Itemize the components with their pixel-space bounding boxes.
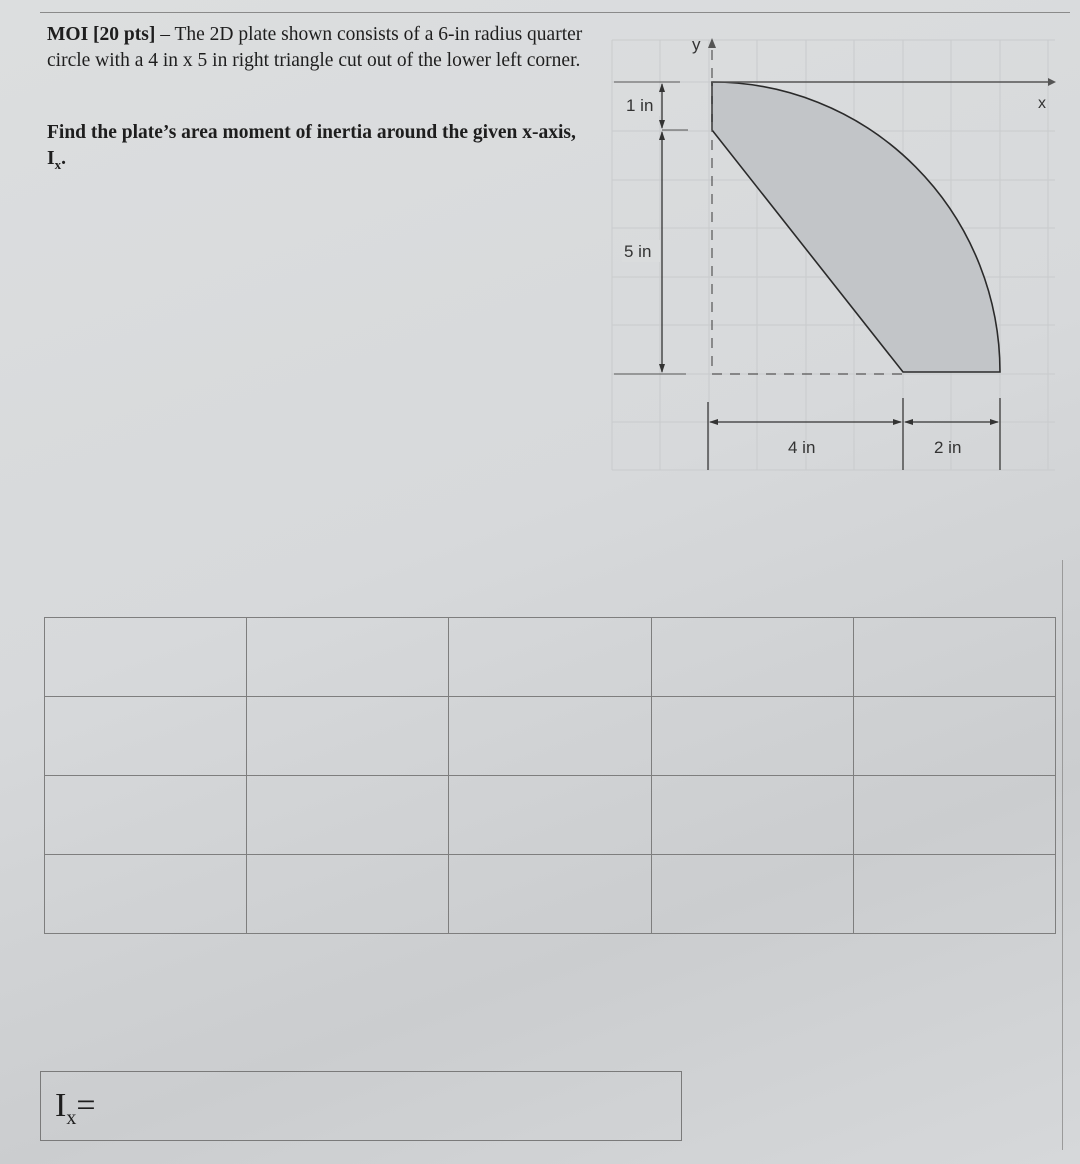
question-body: Find the plate’s area moment of inertia around the given x-axis, I [47,122,576,169]
table-cell[interactable] [45,855,247,934]
y-axis-label: y [692,35,701,54]
plate-figure [600,20,1070,480]
problem-dash: – [155,24,175,45]
table-cell[interactable] [45,697,247,776]
dim-label-5in: 5 in [624,242,652,261]
dim-4in-arrow-right-icon [893,419,902,425]
table-cell[interactable] [853,776,1055,855]
dim-label-1in: 1 in [626,96,654,115]
page-edge [1062,560,1063,1150]
work-table [44,617,1056,927]
table-cell[interactable] [247,855,449,934]
x-axis-arrow-icon [1048,78,1056,86]
question-subscript: x [54,156,62,172]
table-cell[interactable] [651,776,853,855]
answer-label [55,1086,96,1138]
answer-label-sub: x [66,1106,77,1129]
table-cell[interactable] [449,855,651,934]
top-rule [40,12,1070,13]
table-cell[interactable] [449,697,651,776]
table-cell[interactable] [651,697,853,776]
dim-4in-arrow-left-icon [709,419,718,425]
problem-statement [47,22,607,74]
dim-2in-arrow-right-icon [990,419,999,425]
table-cell[interactable] [853,618,1055,697]
question-end: . [61,148,66,169]
plate-shape [712,82,1000,372]
problem-heading: MOI [20 pts] [47,24,156,45]
answer-label-main: I [55,1087,67,1124]
table-cell[interactable] [247,776,449,855]
x-axis-label: x [1038,95,1046,112]
answer-label-eq: = [76,1087,96,1124]
table-row [45,697,1056,776]
dim-label-2in: 2 in [934,438,962,457]
table-row [45,618,1056,697]
question-text [47,120,587,178]
table-cell[interactable] [247,618,449,697]
table-cell[interactable] [247,697,449,776]
table-cell[interactable] [449,776,651,855]
table-cell[interactable] [45,618,247,697]
table-cell[interactable] [651,855,853,934]
work-grid [44,617,1056,934]
table-row [45,776,1056,855]
dim-2in-arrow-left-icon [904,419,913,425]
table-row [45,855,1056,934]
answer-box[interactable] [40,1071,682,1141]
table-cell[interactable] [853,697,1055,776]
table-cell[interactable] [45,776,247,855]
plate-diagram [600,20,1070,480]
table-cell[interactable] [449,618,651,697]
problem-text: The 2D plate shown consists of a 6-in radius quarter circle with a 4 in x 5 in right triangle cut out of the lower left corner. [47,24,583,71]
table-cell[interactable] [853,855,1055,934]
table-cell[interactable] [651,618,853,697]
dim-label-4in: 4 in [788,438,816,457]
